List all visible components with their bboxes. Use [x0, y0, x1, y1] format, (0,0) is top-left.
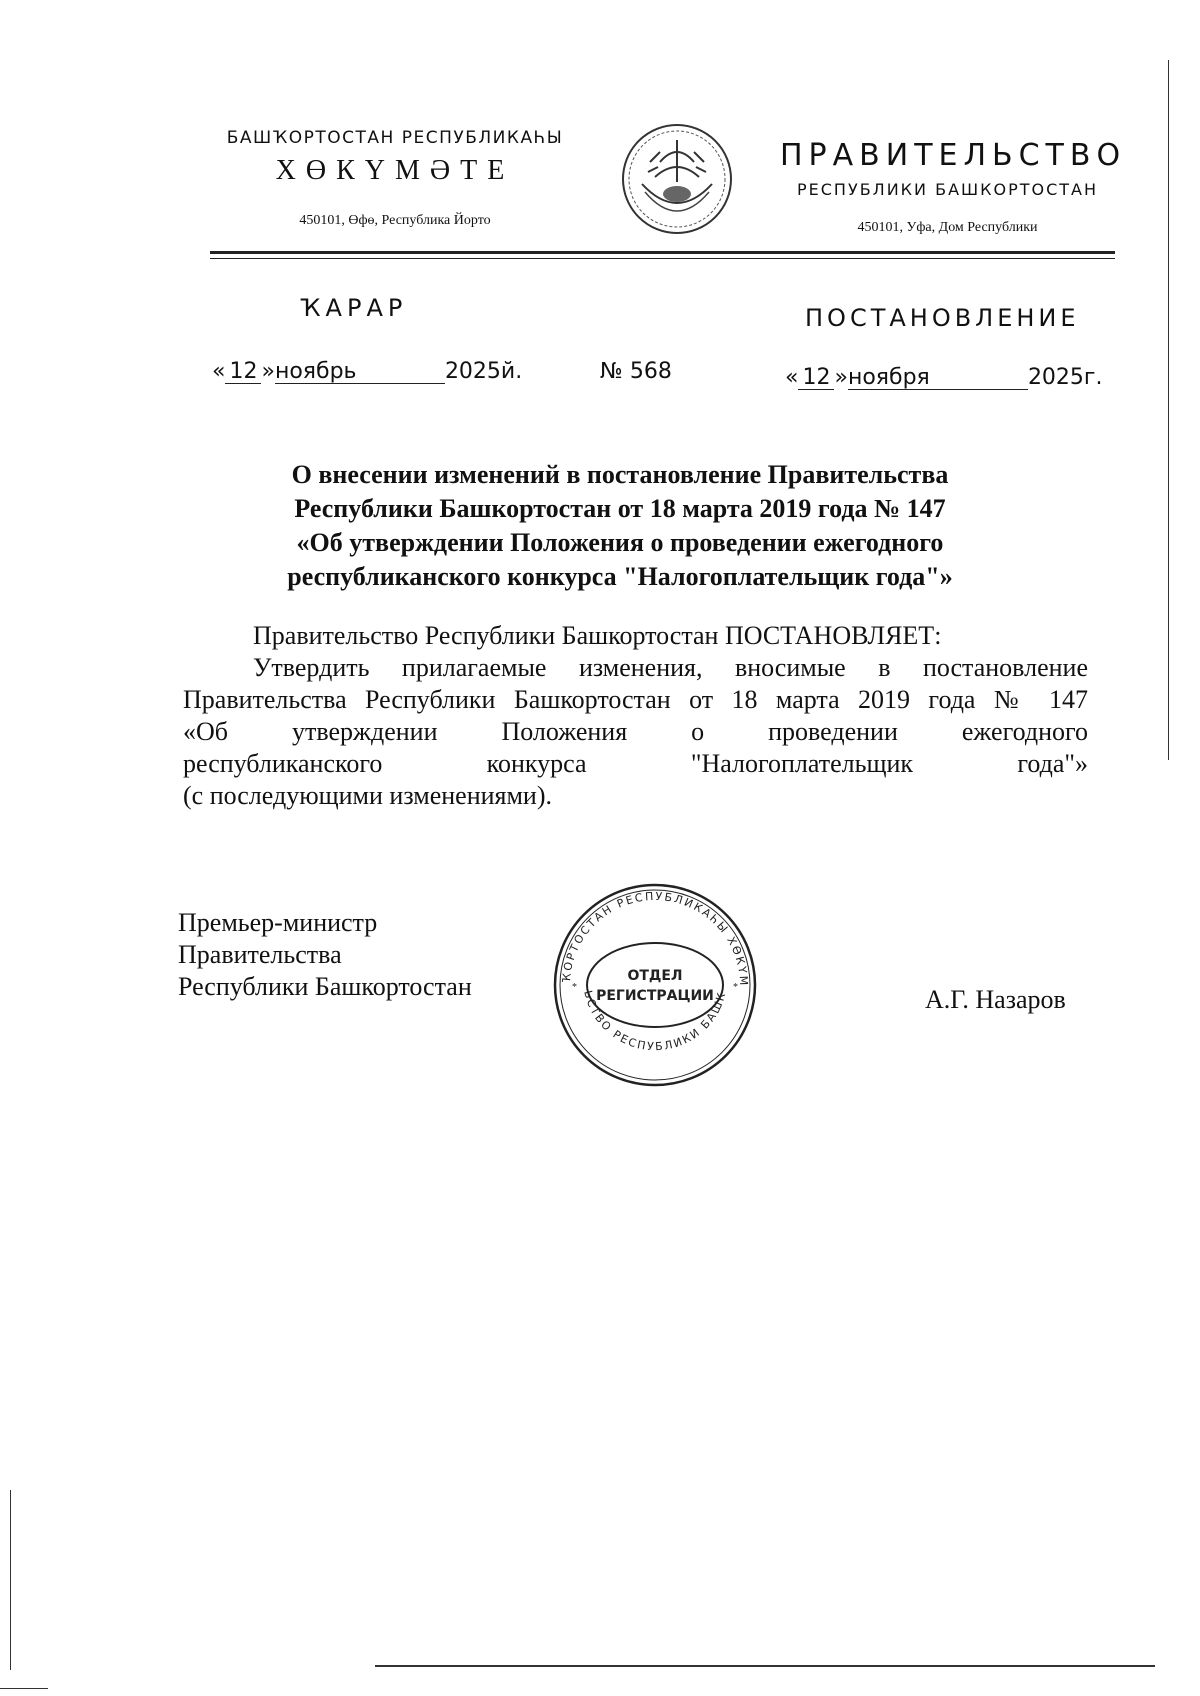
registration-stamp	[550, 880, 760, 1090]
body-line: «Об утверждении Положения о проведении ежегодного	[183, 717, 1088, 746]
scan-edge-line	[1168, 60, 1169, 760]
signatory-name: А.Г. Назаров	[925, 985, 1066, 1014]
scan-left-line	[10, 1490, 11, 1670]
document-body	[183, 620, 1088, 812]
header-right-address: 450101, Уфа, Дом Республики	[857, 220, 1038, 235]
header-left-line1: БАШҠОРТОСТАН РЕСПУБЛИКАҺЫ	[226, 128, 564, 148]
body-line: Правительство Республики Башкортостан ПОСТАНОВЛЯЕТ:	[253, 621, 942, 650]
title-line: Республики Башкортостан от 18 марта 2019 года № 147	[294, 494, 946, 523]
date-left-day: 12	[225, 361, 261, 384]
doc-type-postanovlenie: ПОСТАНОВЛЕНИЕ	[805, 304, 1080, 332]
signatory-position	[178, 907, 472, 1003]
body-line: (с последующими изменениями).	[183, 781, 553, 810]
title-line: «Об утверждении Положения о проведении ежегодного	[296, 528, 944, 557]
doc-type-karar: ҠАРАР	[300, 294, 408, 322]
header-right-subtitle: РЕСПУБЛИКИ БАШКОРТОСТАН	[796, 180, 1099, 199]
title-line: республиканского конкурса "Налогоплательщик года"»	[287, 562, 953, 591]
stamp-center-line1: ОТДЕЛ	[627, 968, 683, 984]
signatory-line: Республики Башкортостан	[178, 972, 472, 1001]
scan-bottom-line	[375, 1665, 1155, 1667]
title-line: О внесении изменений в постановление Правительства	[291, 460, 949, 489]
stamp-star-icon: *	[733, 982, 738, 993]
header-right-title: ПРАВИТЕЛЬСТВО	[780, 138, 1127, 173]
scan-corner-line	[0, 1688, 48, 1689]
date-left-month: ноябрь	[275, 361, 445, 384]
stamp-ring-outer: ҠОРТОСТАН РЕСПУБЛИКАҺЫ ХӨКҮМ	[559, 889, 751, 988]
signatory-line: Правительства	[178, 940, 342, 969]
stamp-star-icon: *	[572, 982, 577, 993]
date-right-close-quote: »	[834, 365, 848, 390]
header-rule-thick	[210, 251, 1115, 254]
header-rule-thin	[210, 258, 1115, 259]
signatory-line: Премьер-министр	[178, 908, 378, 937]
date-left-open-quote: «	[212, 359, 226, 384]
stamp-center-line2: РЕГИСТРАЦИИ	[596, 988, 714, 1004]
document-title	[230, 458, 1010, 594]
date-right	[785, 365, 1102, 390]
date-right-open-quote: «	[785, 365, 799, 390]
date-left-year: 2025й.	[444, 359, 523, 384]
body-line: республиканского конкурса "Налогоплательщик года"»	[183, 749, 1088, 778]
coat-of-arms-emblem	[620, 122, 735, 237]
body-line: Утвердить прилагаемые изменения, вносимые в постановление	[253, 653, 1088, 682]
header-left-title: ХӨКҮМӘТЕ	[275, 155, 515, 186]
date-left-close-quote: »	[261, 359, 275, 384]
date-right-day: 12	[798, 367, 834, 390]
document-number: № 568	[600, 359, 672, 384]
stamp-ring-inner: ЬСТВО РЕСПУБЛИКИ БАШК	[581, 989, 729, 1054]
date-right-year: 2025г.	[1027, 365, 1103, 390]
body-line: Правительства Республики Башкортостан от 18 марта 2019 года № 147	[183, 685, 1088, 714]
header-left-address: 450101, Өфө, Республика Йорто	[299, 213, 491, 228]
date-right-month: ноября	[848, 367, 1028, 390]
date-left	[212, 359, 522, 384]
